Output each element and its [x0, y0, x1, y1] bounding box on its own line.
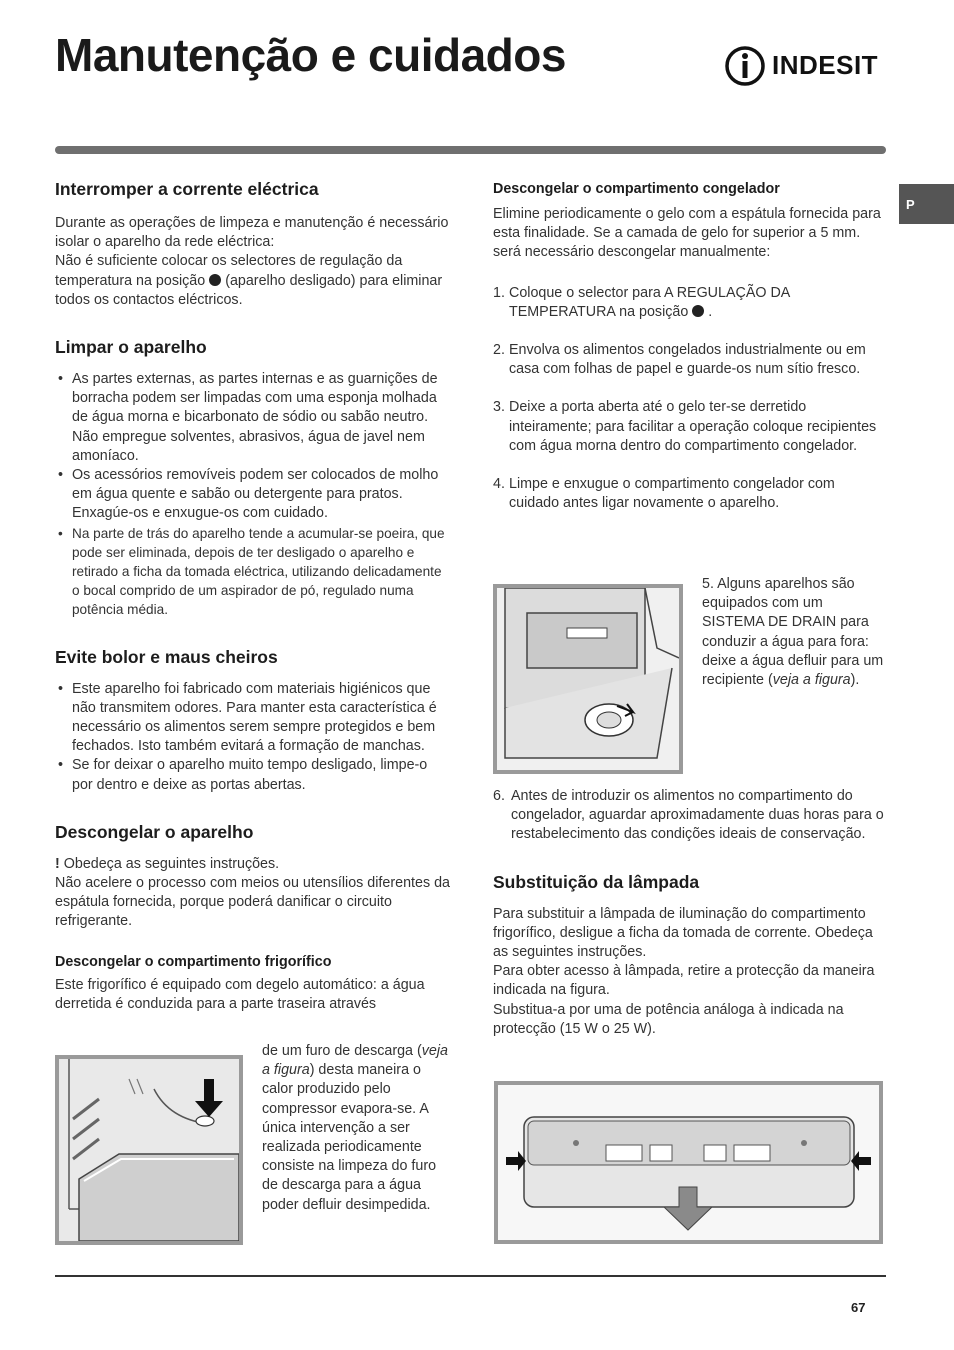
bullet-list — [55, 370, 450, 620]
subsection-heading: Descongelar o compartimento congelador — [493, 181, 780, 197]
off-position-icon — [209, 274, 221, 286]
paragraph: Não é suficiente colocar os selectores de regulação da temperatura na posição (aparelho desligado) para eliminar todos os contactos eléctricos. — [55, 253, 443, 308]
section-heading: Evite bolor e maus cheiros — [55, 646, 278, 667]
bullet-list — [55, 680, 450, 795]
footer-divider — [55, 1275, 886, 1277]
right-column — [493, 180, 888, 513]
warning-mark: ! — [55, 855, 60, 872]
list-item: • Os acessórios removíveis podem ser colocados de molho em água quente e sabão ou detergente para pratos. Enxagúe-os e enxugue-os com cuidado. — [55, 466, 450, 524]
list-item: • Este aparelho foi fabricado com materiais higiénicos que não transmitem odores. Para manter esta característica é necessário os alimentos serem sempre protegidos e bem fechados. Isto também evitará a formação de manchas. — [55, 680, 450, 757]
list-item: 2. Envolva os alimentos congelados industrialmente ou em casa com folhas de papel e guarde-os num sítio fresco. — [493, 342, 866, 378]
drain-hole-text: de um furo de descarga (veja a figura) desta maneira o calor produzido pelo compressor evapora-se. A única intervenção a ser realizada periodicamente consiste na limpeza do furo de descarga para a água poder defluir desimpedida. — [262, 1043, 448, 1213]
paragraph: Não acelere o processo com meios ou utensílios diferentes da espátula fornecida, porque poderá danificar o circuito refrigerante. — [55, 875, 450, 930]
subsection-heading: Descongelar o compartimento frigorífico — [55, 953, 332, 970]
numbered-list — [493, 787, 888, 845]
header-divider — [55, 146, 886, 154]
warning-note: ! Obedeça as seguintes instruções. — [55, 855, 280, 872]
page-title: Manutenção e cuidados — [55, 29, 566, 81]
section-heading: Interromper a corrente eléctrica — [55, 179, 319, 199]
language-tab: P — [899, 184, 954, 224]
brand-name: INDESIT — [772, 50, 879, 80]
fridge-drain-figure — [55, 1055, 243, 1245]
list-item: 3. Deixe a porta aberta até o gelo ter-se derretido inteiramente; para facilitar a operação coloque recipientes com água morna dentro do compartimento congelador. — [493, 399, 877, 454]
lamp-cover-figure — [494, 1081, 883, 1244]
drain-system-text: 5. Alguns aparelhos são equipados com um SISTEMA DE DRAIN para conduzir a água para fora: deixe a água defluir para um recipiente (veja a figura). — [702, 576, 884, 689]
list-item: 6. Antes de introduzir os alimentos no compartimento do congelador, aguardar aproximadamente duas horas para o restabelecimento das condições ideais de conservação. — [493, 788, 884, 843]
right-column-lower — [493, 787, 888, 1039]
numbered-list — [493, 284, 888, 514]
section-heading: Descongelar o aparelho — [55, 821, 254, 842]
off-position-icon — [692, 305, 704, 317]
paragraph: Para obter acesso à lâmpada, retire a protecção da maneira indicada na figura. — [493, 963, 875, 999]
paragraph: Substitua-a por uma de potência análoga à indicada na protecção (15 W o 25 W). — [493, 1001, 844, 1037]
list-item: • Na parte de trás do aparelho tende a acumular-se poeira, que pode ser eliminada, depois de ter desligado o aparelho e retirado a ficha da tomada eléctrica, utilizando delicadamente o bocal comprido de um aspirador de pó, regulado numa potência média. — [55, 524, 450, 620]
section-heading: Limpar o aparelho — [55, 337, 207, 358]
page-number: 67 — [851, 1300, 866, 1315]
list-item: • Se for deixar o aparelho muito tempo desligado, limpe-o por dentro e deixe as portas abertas. — [55, 756, 450, 794]
section-heading: Substituição da lâmpada — [493, 871, 700, 892]
paragraph: Durante as operações de limpeza e manutenção é necessário isolar o aparelho da rede eléctrica: — [55, 215, 449, 251]
list-item: • As partes externas, as partes internas e as guarnições de borracha podem ser limpadas com uma esponja molhada de água morna e bicarbonato de sódio ou sabão neutro. Não empregue solventes, abrasivos, água de javel nem amoníaco. — [55, 370, 450, 466]
freezer-drain-illustration — [497, 588, 679, 770]
lamp-cover-illustration — [498, 1085, 879, 1240]
paragraph: Para substituir a lâmpada de iluminação do compartimento frigorífico, desligue a ficha da tomada de corrente. Obedeça as seguintes instruções. — [493, 905, 873, 961]
brand-logo-icon — [724, 44, 768, 88]
paragraph: Este frigorífico é equipado com degelo automático: a água derretida é conduzida para a parte traseira através — [55, 976, 425, 1012]
brand-logo — [724, 44, 888, 88]
paragraph: Elimine periodicamente o gelo com a espátula fornecida para esta finalidade. Se a camada de gelo for superior a 5 mm. será necessário descongelar manualmente: — [493, 206, 881, 261]
left-column — [55, 178, 450, 1014]
list-item: 1. Coloque o selector para A REGULAÇÃO DA TEMPERATURA na posição . — [493, 284, 790, 320]
freezer-drain-figure — [493, 584, 683, 774]
list-item: 4. Limpe e enxugue o compartimento congelador com cuidado antes ligar novamente o aparelho. — [493, 476, 835, 512]
fridge-interior-illustration — [59, 1059, 239, 1241]
